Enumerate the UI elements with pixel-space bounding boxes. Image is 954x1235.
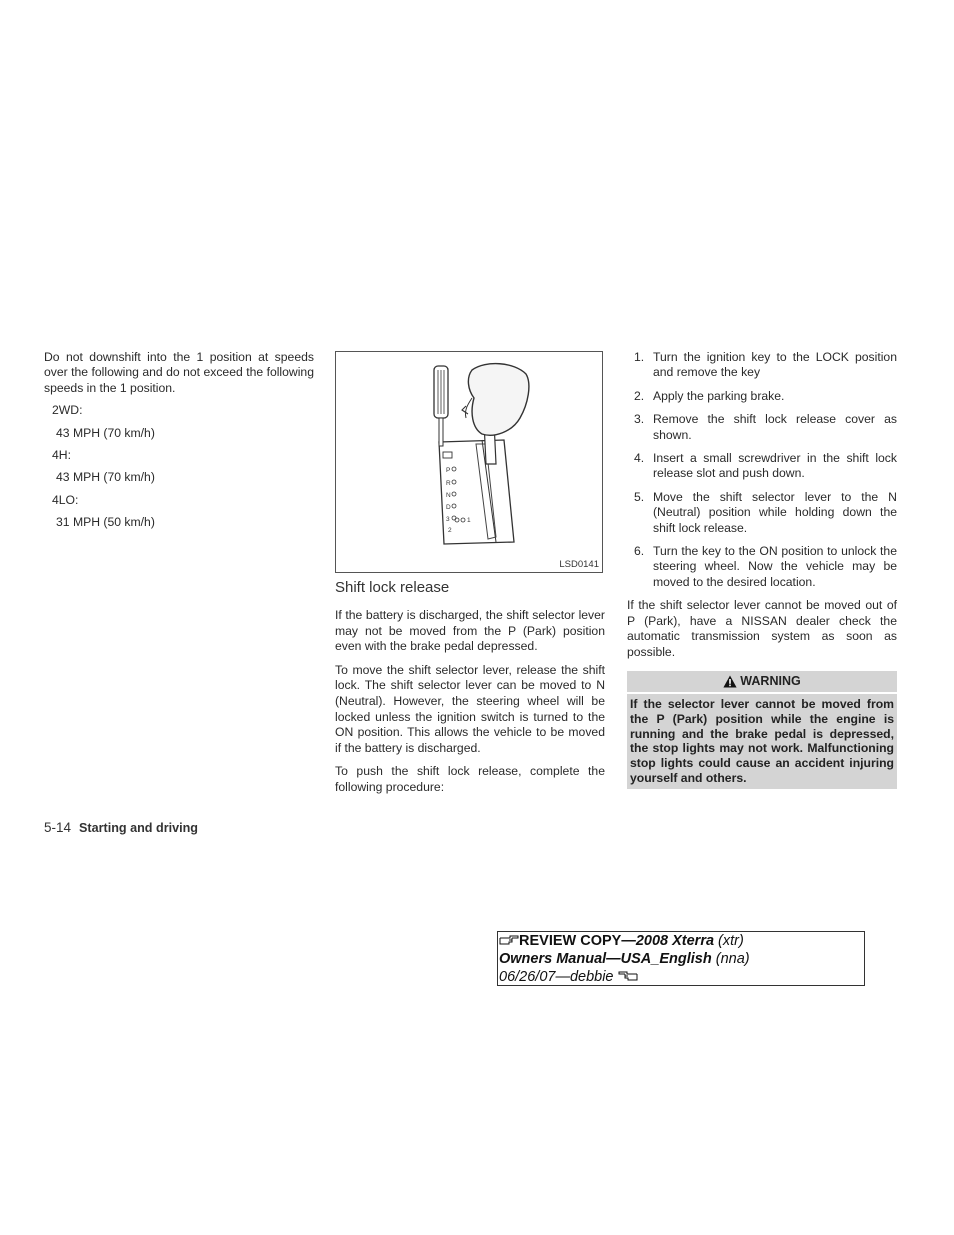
warning-box xyxy=(627,671,897,789)
figure-code: LSD0141 xyxy=(559,559,599,570)
section-title: Starting and driving xyxy=(79,821,198,835)
paragraph-procedure: To push the shift lock release, complete the following procedure: xyxy=(335,764,605,794)
gate-label-r: R xyxy=(446,480,451,487)
step-number: 5. xyxy=(634,489,645,504)
gate-label-n: N xyxy=(446,492,451,499)
stamp-model-code: (xtr) xyxy=(714,933,744,949)
review-copy-stamp xyxy=(497,931,865,986)
step-text: Turn the ignition key to the LOCK position and remove the key xyxy=(653,350,897,380)
gate-label-3: 3 xyxy=(446,516,450,523)
list-item xyxy=(627,389,897,404)
section-heading: Shift lock release xyxy=(335,579,450,596)
stamp-line-2 xyxy=(499,950,864,968)
step-number: 1. xyxy=(634,350,645,364)
spec-value: 31 MPH (50 km/h) xyxy=(56,515,155,530)
page-footer xyxy=(44,820,198,835)
warning-text: If the selector lever cannot be moved from the P (Park) position while the engine is running and the brake pedal is depressed, the stop lights may not work. Malfunctioning stop lights could cause an accident injuring yourself and others. xyxy=(630,696,894,785)
spec-value: 43 MPH (70 km/h) xyxy=(56,425,155,440)
page-number: 5-14 xyxy=(44,820,72,835)
gate-label-p: P xyxy=(446,467,451,474)
gate-label-2: 2 xyxy=(448,527,452,534)
spec-4lo xyxy=(44,493,314,531)
stamp-line-1 xyxy=(499,932,864,950)
shift-lock-illustration xyxy=(335,351,603,573)
step-text: Remove the shift lock release cover as shown. xyxy=(653,412,897,442)
step-text: Apply the parking brake. xyxy=(653,388,785,403)
stamp-manual-code: (nna) xyxy=(711,951,750,967)
pointing-hand-right-icon xyxy=(499,934,519,946)
list-item xyxy=(627,490,897,536)
pointing-hand-left-icon xyxy=(618,970,638,982)
step-number: 6. xyxy=(634,544,645,559)
gate-label-1: 1 xyxy=(467,517,471,524)
spec-2wd xyxy=(44,403,314,441)
warning-triangle-icon xyxy=(723,675,737,688)
downshift-warning-text: Do not downshift into the 1 position at speeds over the following and do not exceed the following speeds in the 1 position. xyxy=(44,350,314,395)
stamp-date-author: 06/26/07—debbie xyxy=(499,969,614,985)
spec-label: 4H: xyxy=(52,448,71,463)
shift-lever-drawing xyxy=(336,352,602,572)
warning-header xyxy=(627,671,897,694)
step-text: Move the shift selector lever to the N (Neutral) position while holding down the shift lock release. xyxy=(653,489,897,535)
stamp-line-3 xyxy=(499,968,864,986)
stamp-manual: Owners Manual—USA_English xyxy=(499,951,712,967)
spec-label: 4LO: xyxy=(52,492,79,507)
spec-4h xyxy=(44,448,314,486)
spec-value: 43 MPH (70 km/h) xyxy=(56,470,155,485)
gate-label-d: D xyxy=(446,504,451,511)
list-item xyxy=(627,544,897,590)
list-item xyxy=(627,412,897,443)
step-number: 4. xyxy=(634,451,645,466)
stamp-model: 2008 Xterra xyxy=(635,933,715,949)
step-number: 2. xyxy=(634,388,645,403)
dealer-note: If the shift selector lever cannot be moved out of P (Park), have a NISSAN dealer check the automatic transmission system as soon as possible. xyxy=(627,598,897,659)
speed-limits-section xyxy=(44,350,314,531)
list-item xyxy=(627,451,897,482)
paragraph-battery: If the battery is discharged, the shift selector lever may not be moved from the P (Park) position even with the brake pedal depressed. xyxy=(335,608,605,654)
stamp-review-label: REVIEW COPY— xyxy=(519,933,636,949)
step-text: Turn the key to the ON position to unlock the steering wheel. Now the vehicle may be moved to the desired location. xyxy=(653,544,897,589)
step-number: 3. xyxy=(634,412,645,427)
list-item xyxy=(627,350,897,381)
procedure-section xyxy=(627,350,897,789)
paragraph-move-lever: To move the shift selector lever, release the shift lock. The shift selector lever can be moved to N (Neutral). However, the steering wheel will be locked unless the ignition switch is turned to the ON position. This allows the vehicle to be moved if the battery is discharged. xyxy=(335,662,605,755)
procedure-steps xyxy=(627,350,897,590)
warning-title: WARNING xyxy=(740,673,801,688)
spec-label: 2WD: xyxy=(52,403,83,418)
shift-lock-release-section xyxy=(335,579,605,804)
step-text: Insert a small screwdriver in the shift lock release slot and push down. xyxy=(653,451,897,481)
